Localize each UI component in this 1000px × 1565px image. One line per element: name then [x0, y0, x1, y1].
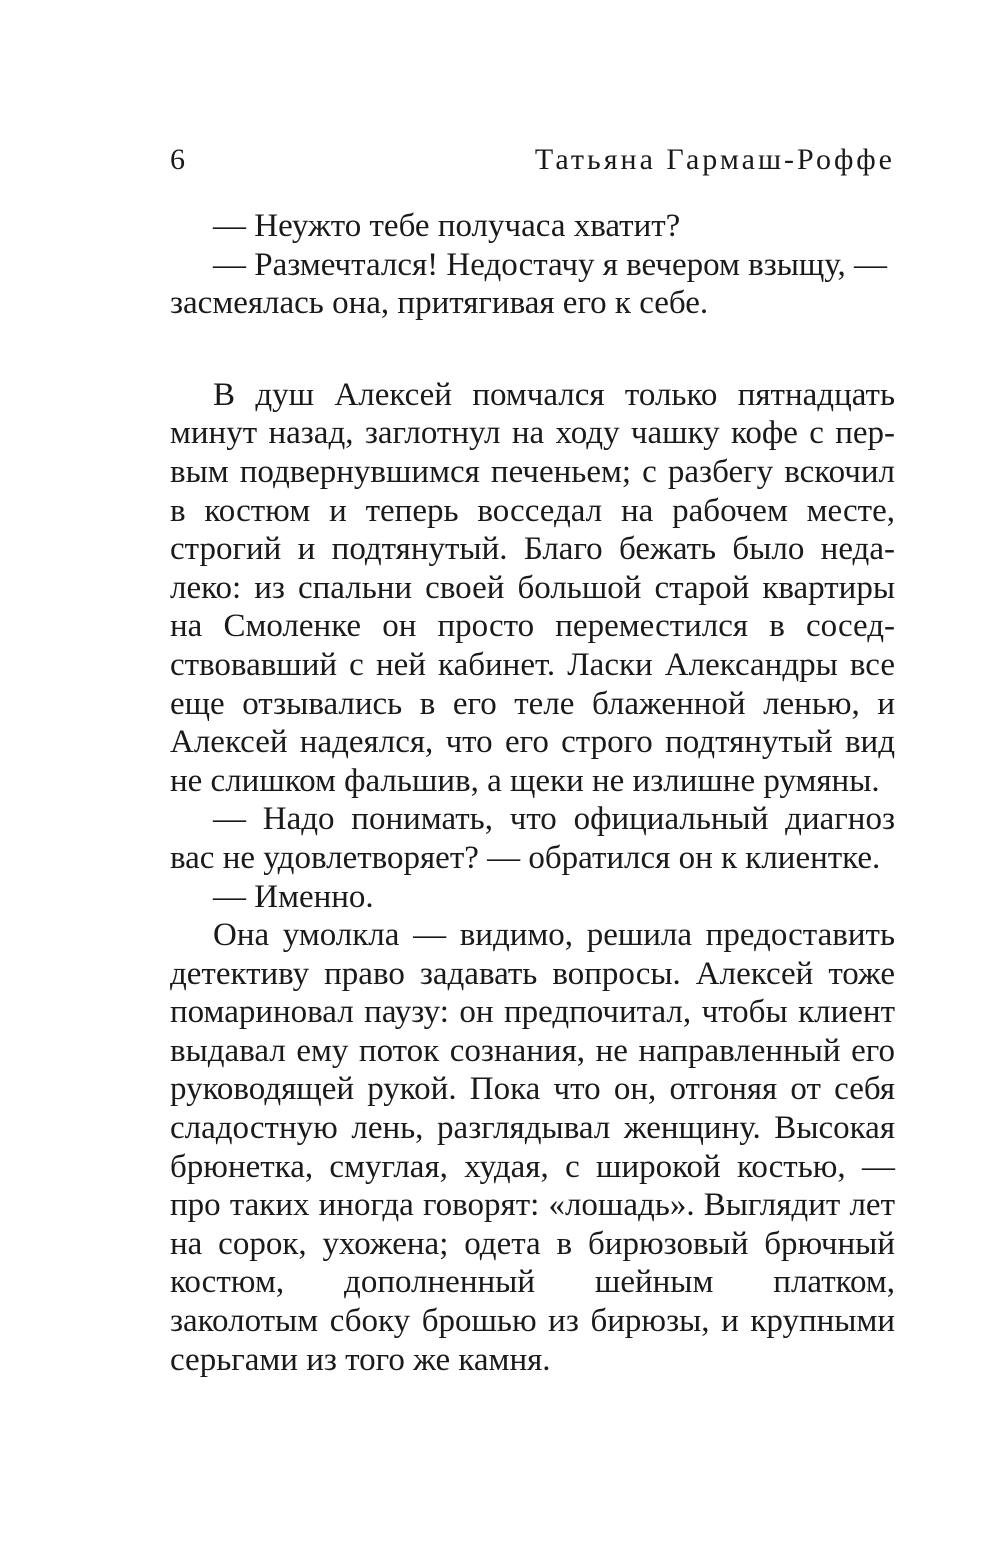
author-name: Татьяна Гармаш-Роффе — [534, 143, 895, 176]
dialog-line: — Неужто тебе получаса хватит? — [213, 208, 681, 244]
paragraph: Она умолкла — видимо, решила предоставить детективу право задавать вопросы. Алексей тоже помариновал паузу: он предпочитал, чтобы клиент выдавал ему поток сознания, не направленный его руководящей рукой. Пока что он, отгоняя от себя сладостную лень, разглядывал женщину. Высокая брюнетка, смуглая, худая, с широкой костью, — про таких иногда говорят: «лошадь». Выглядит лет на сорок, ухожена; одета в бирюзовый брючный костюм, дополненный шейным платком, заколотым сбоку брошью из бирюзы, и крупными серьгами из того же камня. — [170, 917, 895, 1378]
paragraph: В душ Алексей помчался только пятнадцать минут назад, заглотнул на ходу чашку кофе с первым подвернувшимся печеньем; с разбегу вскочил в костюм и теперь восседал на рабочем месте, строгий и подтянутый. Благо бежать было недалеко: из спальни своей большой старой квартиры на Смоленке он просто переместился в соседствовавший с ней кабинет. Ласки Александры все еще отзывались в его теле блаженной ленью, и Алексей надеялся, что его строго подтянутый вид не слишком фальшив, а щеки не излишне румяны. — [170, 376, 895, 799]
running-head — [170, 140, 895, 180]
dialog-line: — Именно. — [213, 878, 374, 915]
page-number: 6 — [170, 143, 185, 176]
dialog-line: — Надо понимать, что официальный диагноз вас не удовлетворяет? — обратился он к клиентке. — [170, 801, 895, 876]
body-text — [170, 207, 895, 1379]
dialog-line: — Размечтался! Недостачу я вечером взыщу, — засмеялась она, притягивая его к себе. — [170, 246, 888, 322]
section-break — [170, 323, 895, 376]
book-page — [170, 140, 895, 1379]
